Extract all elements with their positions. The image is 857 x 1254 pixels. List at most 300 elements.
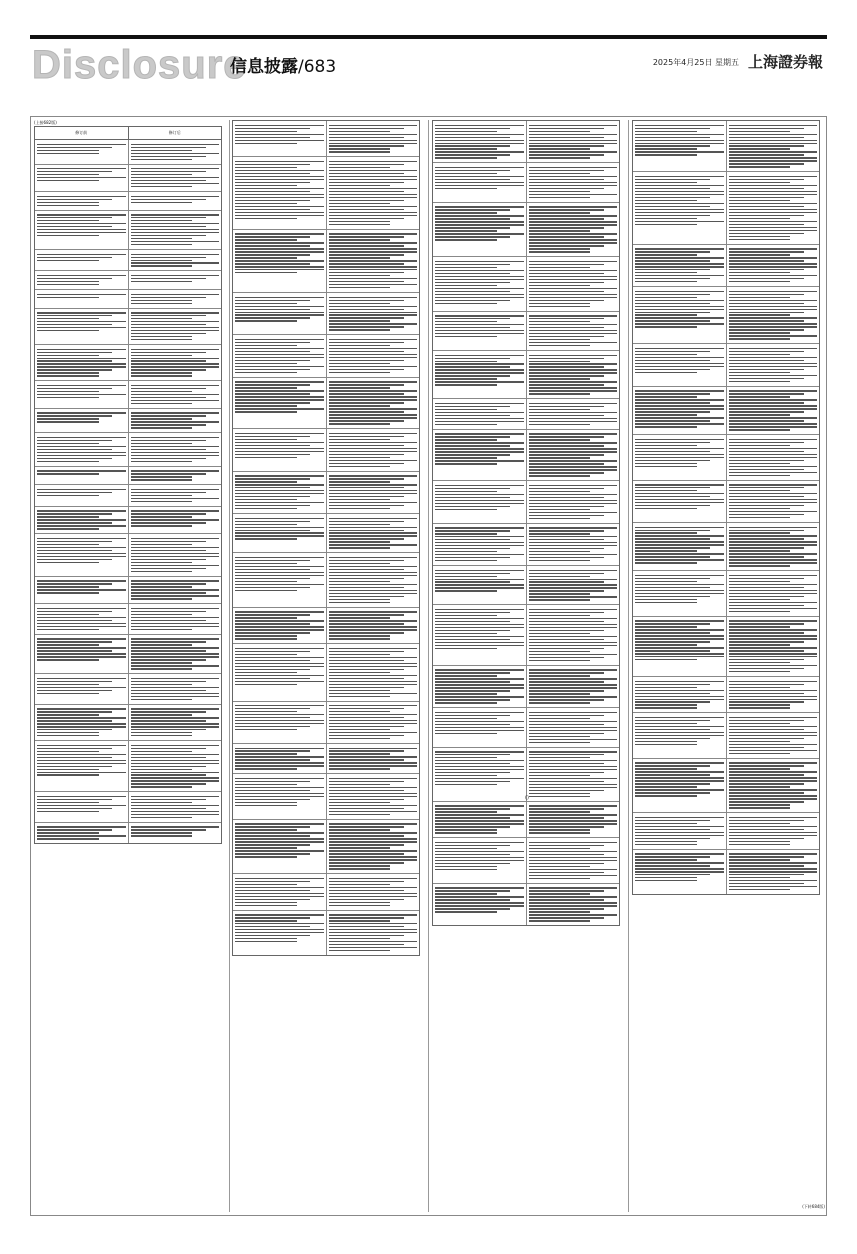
text-line	[131, 495, 193, 496]
table-row	[433, 121, 619, 163]
text-line	[635, 454, 724, 455]
cell-after	[129, 250, 222, 271]
text-line	[329, 221, 391, 222]
text-line	[635, 502, 724, 503]
text-line	[329, 862, 404, 863]
text-line	[529, 917, 604, 918]
text-line	[529, 445, 604, 446]
text-line	[729, 596, 804, 597]
text-line	[131, 598, 193, 599]
text-line	[37, 808, 112, 809]
text-line	[729, 275, 818, 276]
text-line	[131, 220, 193, 221]
text-line	[235, 672, 297, 673]
text-line	[329, 738, 391, 739]
text-line	[235, 215, 324, 216]
text-line	[131, 522, 206, 523]
text-line	[729, 798, 818, 799]
text-line	[635, 131, 697, 132]
text-line	[329, 179, 418, 180]
text-line	[329, 490, 418, 491]
text-line	[329, 893, 418, 894]
amendment-table-continued	[432, 120, 620, 926]
text-line	[329, 287, 391, 288]
text-line	[729, 366, 818, 367]
text-line	[131, 440, 206, 441]
text-line	[635, 439, 724, 440]
table-row	[433, 163, 619, 202]
text-line	[435, 557, 510, 558]
text-line	[635, 499, 724, 500]
text-line	[235, 890, 310, 891]
text-line	[131, 333, 206, 334]
text-line	[729, 194, 818, 195]
cell-before	[35, 290, 129, 308]
text-line	[435, 131, 497, 132]
text-line	[235, 484, 324, 485]
text-line	[37, 638, 126, 639]
text-line	[529, 212, 591, 213]
table-row	[35, 635, 221, 674]
text-line	[635, 420, 710, 421]
text-line	[729, 699, 818, 700]
text-line	[329, 762, 418, 763]
text-line	[635, 442, 710, 443]
text-line	[435, 721, 524, 722]
table-row	[233, 744, 419, 774]
text-line	[235, 366, 324, 367]
text-line	[729, 463, 791, 464]
text-line	[529, 466, 618, 467]
text-line	[529, 596, 618, 597]
text-line	[635, 771, 724, 772]
text-line	[235, 317, 310, 318]
text-line	[529, 128, 604, 129]
text-line	[37, 397, 99, 398]
text-line	[635, 777, 724, 778]
text-line	[635, 294, 710, 295]
text-line	[131, 811, 220, 812]
text-line	[131, 796, 220, 797]
text-line	[131, 786, 193, 787]
text-line	[329, 666, 418, 667]
text-line	[529, 869, 618, 870]
text-line	[435, 409, 497, 410]
cell-before	[233, 335, 327, 376]
text-line	[37, 327, 126, 328]
text-line	[729, 575, 818, 576]
text-line	[329, 475, 418, 476]
text-line	[235, 626, 324, 627]
text-line	[635, 832, 724, 833]
cell-after	[129, 534, 222, 575]
text-line	[329, 753, 391, 754]
text-line	[131, 171, 206, 172]
text-line	[435, 264, 510, 265]
text-line	[235, 666, 324, 667]
text-line	[37, 832, 99, 833]
text-line	[729, 143, 818, 144]
text-line	[729, 363, 818, 364]
cell-before	[433, 605, 527, 664]
text-line	[329, 445, 404, 446]
text-line	[329, 838, 418, 839]
text-line	[131, 620, 206, 621]
text-line	[131, 592, 206, 593]
text-line	[37, 829, 112, 830]
cell-before	[233, 429, 327, 470]
text-line	[329, 729, 391, 730]
text-line	[235, 342, 310, 343]
text-line	[329, 938, 391, 939]
text-line	[131, 281, 193, 282]
table-row	[35, 211, 221, 250]
table-row	[35, 381, 221, 408]
text-line	[729, 269, 804, 270]
text-line	[37, 330, 99, 331]
text-line	[529, 860, 618, 861]
text-line	[37, 796, 126, 797]
text-line	[529, 757, 591, 758]
text-line	[635, 348, 724, 349]
text-line	[635, 638, 724, 639]
text-line	[131, 324, 206, 325]
text-line	[131, 202, 193, 203]
text-line	[635, 599, 697, 600]
table-row	[633, 617, 819, 677]
text-line	[529, 627, 618, 628]
text-line	[635, 137, 710, 138]
text-line	[729, 179, 804, 180]
cell-after	[129, 823, 222, 844]
text-line	[37, 838, 99, 839]
text-line	[235, 478, 310, 479]
text-line	[329, 865, 391, 866]
text-line	[729, 817, 818, 818]
text-line	[329, 454, 404, 455]
text-line	[729, 260, 804, 261]
text-line	[37, 449, 112, 450]
text-line	[131, 318, 193, 319]
text-line	[235, 648, 324, 649]
text-line	[37, 147, 112, 148]
text-line	[329, 726, 404, 727]
text-line	[635, 269, 710, 270]
text-line	[131, 763, 220, 764]
text-line	[37, 312, 126, 313]
text-line	[529, 829, 591, 830]
text-line	[729, 323, 818, 324]
text-line	[235, 560, 310, 561]
text-line	[729, 517, 791, 518]
section-number: /683	[298, 57, 337, 77]
text-line	[329, 487, 404, 488]
text-line	[529, 381, 618, 382]
text-line	[435, 497, 510, 498]
text-line	[235, 826, 310, 827]
text-line	[435, 125, 524, 126]
text-line	[529, 503, 618, 504]
text-line	[235, 905, 297, 906]
text-line	[729, 411, 804, 412]
text-line	[329, 275, 391, 276]
text-line	[635, 306, 724, 307]
text-line	[729, 439, 818, 440]
text-line	[529, 375, 604, 376]
text-line	[635, 145, 710, 146]
text-line	[529, 233, 618, 234]
text-line	[37, 519, 126, 520]
text-line	[529, 579, 618, 580]
text-line	[635, 590, 724, 591]
text-line	[37, 614, 99, 615]
text-line	[529, 227, 604, 228]
text-line	[729, 426, 818, 427]
text-line	[529, 581, 604, 582]
text-line	[729, 278, 804, 279]
text-line	[329, 254, 404, 255]
text-line	[131, 754, 220, 755]
cell-after	[327, 702, 420, 743]
text-line	[329, 131, 391, 132]
text-line	[37, 260, 99, 261]
text-line	[529, 215, 618, 216]
text-line	[329, 784, 391, 785]
text-line	[435, 724, 510, 725]
text-line	[635, 314, 697, 315]
text-line	[635, 248, 724, 249]
text-line	[435, 814, 524, 815]
cell-after	[327, 121, 420, 156]
text-line	[131, 835, 193, 836]
cell-before	[35, 604, 129, 633]
cell-after	[327, 874, 420, 909]
text-line	[435, 412, 524, 413]
text-line	[131, 278, 206, 279]
text-line	[729, 744, 818, 745]
text-line	[131, 510, 220, 511]
text-line	[435, 267, 497, 268]
cell-after	[327, 293, 420, 334]
text-line	[329, 176, 418, 177]
cell-before	[633, 617, 727, 676]
text-line	[729, 792, 804, 793]
text-line	[37, 760, 126, 761]
cell-before	[35, 467, 129, 485]
text-line	[329, 547, 391, 548]
text-line	[329, 233, 418, 234]
text-line	[529, 584, 618, 585]
text-line	[529, 143, 618, 144]
text-line	[635, 856, 710, 857]
text-line	[329, 617, 391, 618]
text-line	[329, 329, 391, 330]
text-line	[435, 424, 497, 425]
text-line	[235, 490, 324, 491]
text-line	[37, 369, 112, 370]
cell-after	[527, 605, 620, 664]
text-line	[729, 671, 791, 672]
text-line	[529, 651, 591, 652]
text-line	[435, 173, 497, 174]
text-line	[729, 762, 818, 763]
text-line	[329, 170, 418, 171]
table-row	[35, 309, 221, 345]
text-line	[329, 161, 418, 162]
text-line	[235, 363, 297, 364]
text-line	[435, 590, 497, 591]
text-line	[729, 726, 818, 727]
text-line	[529, 887, 618, 888]
text-line	[435, 890, 510, 891]
text-line	[435, 763, 510, 764]
text-line	[435, 633, 497, 634]
text-line	[329, 765, 418, 766]
text-line	[235, 445, 310, 446]
text-line	[729, 623, 804, 624]
text-line	[435, 702, 497, 703]
text-line	[37, 754, 126, 755]
text-line	[729, 823, 791, 824]
text-line	[529, 618, 618, 619]
text-line	[131, 817, 193, 818]
text-line	[329, 134, 418, 135]
text-line	[235, 411, 297, 412]
cell-after	[527, 257, 620, 310]
text-line	[635, 556, 710, 557]
text-line	[131, 550, 206, 551]
cell-after	[327, 514, 420, 552]
text-line	[435, 899, 510, 900]
text-line	[235, 451, 324, 452]
text-line	[529, 342, 618, 343]
text-line	[131, 729, 206, 730]
text-line	[529, 536, 618, 537]
cell-before	[35, 345, 129, 380]
text-line	[635, 762, 724, 763]
text-line	[235, 502, 324, 503]
text-line	[529, 421, 618, 422]
text-line	[235, 748, 324, 749]
text-line	[235, 233, 324, 234]
text-line	[529, 512, 618, 513]
text-line	[37, 232, 126, 233]
text-line	[235, 632, 310, 633]
text-line	[729, 484, 818, 485]
text-line	[635, 527, 724, 528]
text-line	[131, 265, 193, 266]
text-line	[729, 729, 804, 730]
text-line	[435, 151, 524, 152]
text-line	[729, 841, 791, 842]
text-line	[529, 300, 604, 301]
text-line	[529, 621, 604, 622]
text-line	[329, 611, 418, 612]
text-line	[635, 729, 710, 730]
text-line	[329, 887, 418, 888]
text-line	[329, 578, 404, 579]
text-line	[635, 460, 710, 461]
text-line	[235, 714, 324, 715]
cell-before	[233, 378, 327, 428]
text-line	[435, 539, 510, 540]
text-line	[529, 206, 618, 207]
text-line	[435, 318, 510, 319]
text-line	[729, 460, 804, 461]
text-line	[529, 576, 591, 577]
text-line	[131, 415, 206, 416]
text-line	[235, 200, 310, 201]
text-line	[435, 297, 524, 298]
text-line	[329, 530, 404, 531]
text-line	[435, 639, 510, 640]
text-line	[235, 847, 297, 848]
text-line	[529, 857, 618, 858]
text-line	[37, 811, 99, 812]
cell-after	[527, 566, 620, 604]
text-line	[635, 487, 710, 488]
text-line	[37, 556, 126, 557]
text-line	[37, 360, 112, 361]
text-line	[235, 923, 324, 924]
text-line	[235, 581, 297, 582]
text-line	[131, 516, 193, 517]
text-line	[529, 751, 618, 752]
text-line	[235, 796, 324, 797]
text-line	[529, 418, 618, 419]
text-line	[729, 747, 804, 748]
text-line	[729, 532, 791, 533]
text-line	[131, 339, 193, 340]
text-line	[131, 366, 220, 367]
text-line	[529, 251, 591, 252]
text-line	[529, 509, 591, 510]
text-line	[235, 439, 297, 440]
text-line	[235, 941, 297, 942]
text-line	[435, 176, 524, 177]
text-line	[729, 354, 791, 355]
text-line	[329, 905, 391, 906]
text-line	[329, 811, 418, 812]
text-line	[729, 611, 791, 612]
text-line	[37, 278, 112, 279]
cell-before	[233, 608, 327, 643]
text-line	[131, 492, 206, 493]
cell-after	[129, 211, 222, 249]
text-line	[329, 145, 404, 146]
text-line	[529, 409, 591, 410]
text-line	[729, 750, 818, 751]
text-line	[235, 436, 310, 437]
text-line	[235, 802, 297, 803]
cell-before	[433, 399, 527, 428]
text-line	[329, 941, 418, 942]
text-line	[131, 412, 220, 413]
text-line	[37, 650, 112, 651]
table-row	[35, 741, 221, 792]
text-line	[329, 224, 391, 225]
text-line	[131, 751, 193, 752]
text-line	[329, 408, 418, 409]
text-line	[529, 230, 591, 231]
text-line	[729, 137, 804, 138]
text-line	[729, 442, 804, 443]
text-line	[235, 823, 324, 824]
text-line	[635, 466, 697, 467]
text-line	[529, 497, 604, 498]
text-line	[635, 871, 724, 872]
cell-before	[233, 472, 327, 513]
